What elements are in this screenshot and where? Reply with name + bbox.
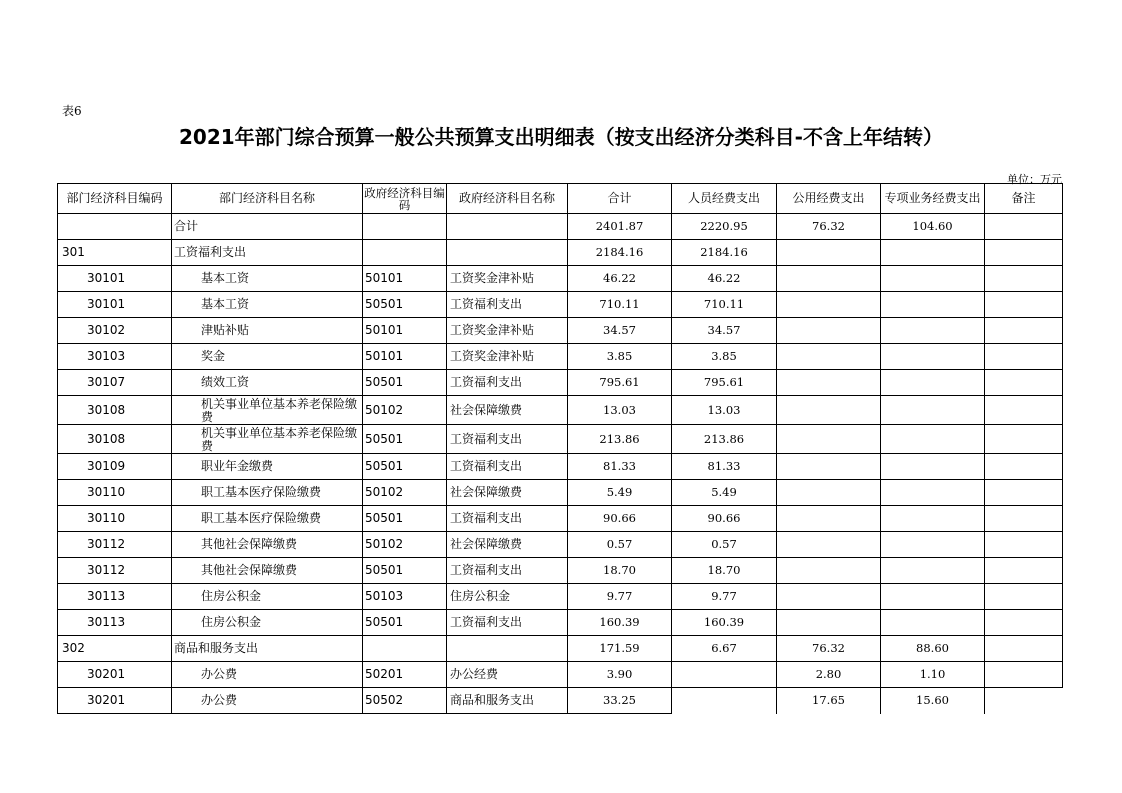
cell-dept-name: 合计 [172,214,363,240]
cell-personnel: 90.66 [672,506,777,532]
cell-total: 3.90 [568,662,672,688]
cell-dept-code: 30113 [58,584,172,610]
table-row [58,214,1063,240]
cell-remark [985,214,1063,240]
cell-total: 90.66 [568,506,672,532]
cell-dept-code [58,214,172,240]
cell-gov-code: 50101 [363,266,447,292]
cell-public [777,480,881,506]
cell-remark [985,425,1063,454]
cell-personnel: 2220.95 [672,214,777,240]
table-header-row [58,184,1063,214]
cell-special [881,240,985,266]
cell-remark [985,344,1063,370]
cell-personnel: 0.57 [672,532,777,558]
cell-dept-name: 其他社会保障缴费 [172,532,363,558]
cell-gov-name [447,214,568,240]
cell-public: 17.65 [777,688,881,714]
cell-dept-name: 住房公积金 [172,584,363,610]
cell-gov-code: 50103 [363,584,447,610]
cell-personnel: 795.61 [672,370,777,396]
cell-dept-code: 30112 [58,532,172,558]
cell-gov-name [447,636,568,662]
cell-dept-name: 职工基本医疗保险缴费 [172,506,363,532]
cell-dept-name: 基本工资 [172,292,363,318]
table-row [58,636,1063,662]
cell-total: 160.39 [568,610,672,636]
cell-remark [985,636,1063,662]
cell-public: 2.80 [777,662,881,688]
header-total: 合计 [568,184,672,214]
cell-gov-code: 50102 [363,532,447,558]
cell-special: 15.60 [881,688,985,714]
cell-gov-code: 50502 [363,688,447,714]
cell-remark [985,532,1063,558]
cell-public [777,506,881,532]
cell-dept-code: 30101 [58,292,172,318]
cell-gov-name: 工资福利支出 [447,292,568,318]
cell-personnel: 160.39 [672,610,777,636]
cell-gov-name: 工资福利支出 [447,454,568,480]
cell-total: 2184.16 [568,240,672,266]
cell-gov-code [363,636,447,662]
cell-public [777,558,881,584]
cell-public [777,584,881,610]
cell-special [881,584,985,610]
cell-public [777,532,881,558]
cell-special [881,610,985,636]
table-row [58,506,1063,532]
cell-dept-code: 30108 [58,425,172,454]
cell-total: 13.03 [568,396,672,425]
table-row [58,662,1063,688]
header-personnel: 人员经费支出 [672,184,777,214]
cell-gov-code: 50102 [363,396,447,425]
cell-dept-name: 基本工资 [172,266,363,292]
cell-dept-code: 30113 [58,610,172,636]
cell-public [777,370,881,396]
cell-public [777,396,881,425]
cell-dept-name: 其他社会保障缴费 [172,558,363,584]
table-row [58,396,1063,425]
cell-special [881,292,985,318]
cell-gov-name: 工资奖金津补贴 [447,344,568,370]
cell-dept-code: 30110 [58,480,172,506]
cell-special [881,558,985,584]
cell-total: 5.49 [568,480,672,506]
cell-dept-name: 绩效工资 [172,370,363,396]
cell-personnel: 34.57 [672,318,777,344]
cell-gov-name: 工资福利支出 [447,558,568,584]
cell-dept-name: 奖金 [172,344,363,370]
cell-total: 34.57 [568,318,672,344]
cell-gov-code: 50501 [363,610,447,636]
cell-gov-name: 工资福利支出 [447,610,568,636]
cell-remark [985,240,1063,266]
cell-gov-name [447,240,568,266]
cell-public: 76.32 [777,214,881,240]
cell-dept-code: 30101 [58,266,172,292]
cell-dept-name: 职业年金缴费 [172,454,363,480]
cell-remark [985,558,1063,584]
table-row [58,425,1063,454]
cell-dept-code: 30102 [58,318,172,344]
cell-total: 46.22 [568,266,672,292]
cell-dept-name: 工资福利支出 [172,240,363,266]
cell-remark [985,480,1063,506]
table-row [58,610,1063,636]
cell-total: 213.86 [568,425,672,454]
cell-public: 76.32 [777,636,881,662]
header-dept-code: 部门经济科目编码 [58,184,172,214]
unit-label: 单位：万元 [1007,173,1062,186]
cell-special [881,480,985,506]
cell-dept-name: 机关事业单位基本养老保险缴费 [172,425,363,454]
cell-public [777,344,881,370]
cell-remark [985,610,1063,636]
cell-personnel: 3.85 [672,344,777,370]
cell-total: 33.25 [568,688,672,714]
cell-gov-name: 社会保障缴费 [447,532,568,558]
header-dept-name: 部门经济科目名称 [172,184,363,214]
cell-personnel: 9.77 [672,584,777,610]
cell-dept-code: 30103 [58,344,172,370]
cell-total: 2401.87 [568,214,672,240]
table-row [58,558,1063,584]
cell-dept-code: 30201 [58,662,172,688]
cell-gov-name: 社会保障缴费 [447,480,568,506]
cell-personnel: 213.86 [672,425,777,454]
page-title: 2021年部门综合预算一般公共预算支出明细表（按支出经济分类科目-不含上年结转） [179,125,943,149]
cell-public [777,610,881,636]
cell-gov-code: 50102 [363,480,447,506]
cell-gov-code [363,240,447,266]
cell-special: 88.60 [881,636,985,662]
cell-gov-name: 工资奖金津补贴 [447,318,568,344]
cell-dept-code: 30201 [58,688,172,714]
cell-remark [985,292,1063,318]
cell-dept-name: 职工基本医疗保险缴费 [172,480,363,506]
cell-gov-code: 50101 [363,344,447,370]
cell-personnel: 5.49 [672,480,777,506]
cell-special [881,318,985,344]
cell-total: 3.85 [568,344,672,370]
cell-gov-code: 50501 [363,506,447,532]
cell-remark [985,662,1063,688]
table-row [58,532,1063,558]
cell-dept-code: 30109 [58,454,172,480]
cell-remark [985,318,1063,344]
cell-gov-name: 工资奖金津补贴 [447,266,568,292]
table-row [58,292,1063,318]
cell-personnel [672,662,777,688]
cell-dept-code: 301 [58,240,172,266]
cell-dept-name: 机关事业单位基本养老保险缴费 [172,396,363,425]
cell-gov-code [363,214,447,240]
cell-dept-name: 办公费 [172,662,363,688]
cell-special [881,506,985,532]
cell-public [777,240,881,266]
cell-gov-code: 50101 [363,318,447,344]
header-remark: 备注 [985,184,1063,214]
cell-gov-name: 办公经费 [447,662,568,688]
cell-gov-name: 工资福利支出 [447,370,568,396]
table-row [58,688,1063,714]
cell-gov-code: 50501 [363,370,447,396]
cell-personnel: 2184.16 [672,240,777,266]
budget-detail-table [57,183,1063,714]
cell-dept-code: 302 [58,636,172,662]
cell-dept-name: 办公费 [172,688,363,714]
cell-dept-code: 30108 [58,396,172,425]
cell-remark [985,266,1063,292]
cell-gov-code: 50501 [363,454,447,480]
cell-special [881,454,985,480]
header-gov-code: 政府经济科目编码 [364,185,445,212]
table-row [58,344,1063,370]
cell-public [777,266,881,292]
cell-remark [985,688,1063,714]
cell-personnel: 13.03 [672,396,777,425]
cell-gov-code: 50201 [363,662,447,688]
cell-special [881,396,985,425]
cell-total: 795.61 [568,370,672,396]
cell-remark [985,454,1063,480]
cell-special [881,344,985,370]
table-number-label: 表6 [62,104,82,118]
table-row [58,454,1063,480]
cell-gov-code: 50501 [363,292,447,318]
cell-total: 171.59 [568,636,672,662]
cell-public [777,292,881,318]
cell-gov-name: 工资福利支出 [447,506,568,532]
cell-gov-name: 工资福利支出 [447,425,568,454]
cell-gov-code: 50501 [363,425,447,454]
cell-personnel: 81.33 [672,454,777,480]
table-row [58,318,1063,344]
cell-gov-name: 社会保障缴费 [447,396,568,425]
cell-total: 81.33 [568,454,672,480]
cell-public [777,425,881,454]
cell-public [777,318,881,344]
cell-personnel: 6.67 [672,636,777,662]
cell-personnel: 18.70 [672,558,777,584]
cell-remark [985,396,1063,425]
cell-remark [985,506,1063,532]
table-row [58,266,1063,292]
table-row [58,584,1063,610]
cell-dept-code: 30112 [58,558,172,584]
cell-gov-name: 商品和服务支出 [447,688,568,714]
cell-personnel: 46.22 [672,266,777,292]
cell-personnel: 710.11 [672,292,777,318]
header-public: 公用经费支出 [777,184,881,214]
cell-special: 1.10 [881,662,985,688]
table-row [58,480,1063,506]
cell-total: 0.57 [568,532,672,558]
table-row [58,240,1063,266]
cell-remark [985,370,1063,396]
cell-personnel [672,688,777,714]
cell-public [777,454,881,480]
header-special: 专项业务经费支出 [881,184,985,214]
cell-gov-name: 住房公积金 [447,584,568,610]
cell-dept-name: 住房公积金 [172,610,363,636]
header-gov-name: 政府经济科目名称 [447,184,568,214]
cell-special [881,425,985,454]
cell-remark [985,584,1063,610]
cell-gov-code: 50501 [363,558,447,584]
cell-dept-name: 津贴补贴 [172,318,363,344]
cell-dept-code: 30107 [58,370,172,396]
cell-special [881,266,985,292]
cell-special: 104.60 [881,214,985,240]
cell-total: 9.77 [568,584,672,610]
cell-special [881,370,985,396]
cell-total: 18.70 [568,558,672,584]
cell-dept-code: 30110 [58,506,172,532]
cell-total: 710.11 [568,292,672,318]
table-row [58,370,1063,396]
cell-dept-name: 商品和服务支出 [172,636,363,662]
cell-special [881,532,985,558]
